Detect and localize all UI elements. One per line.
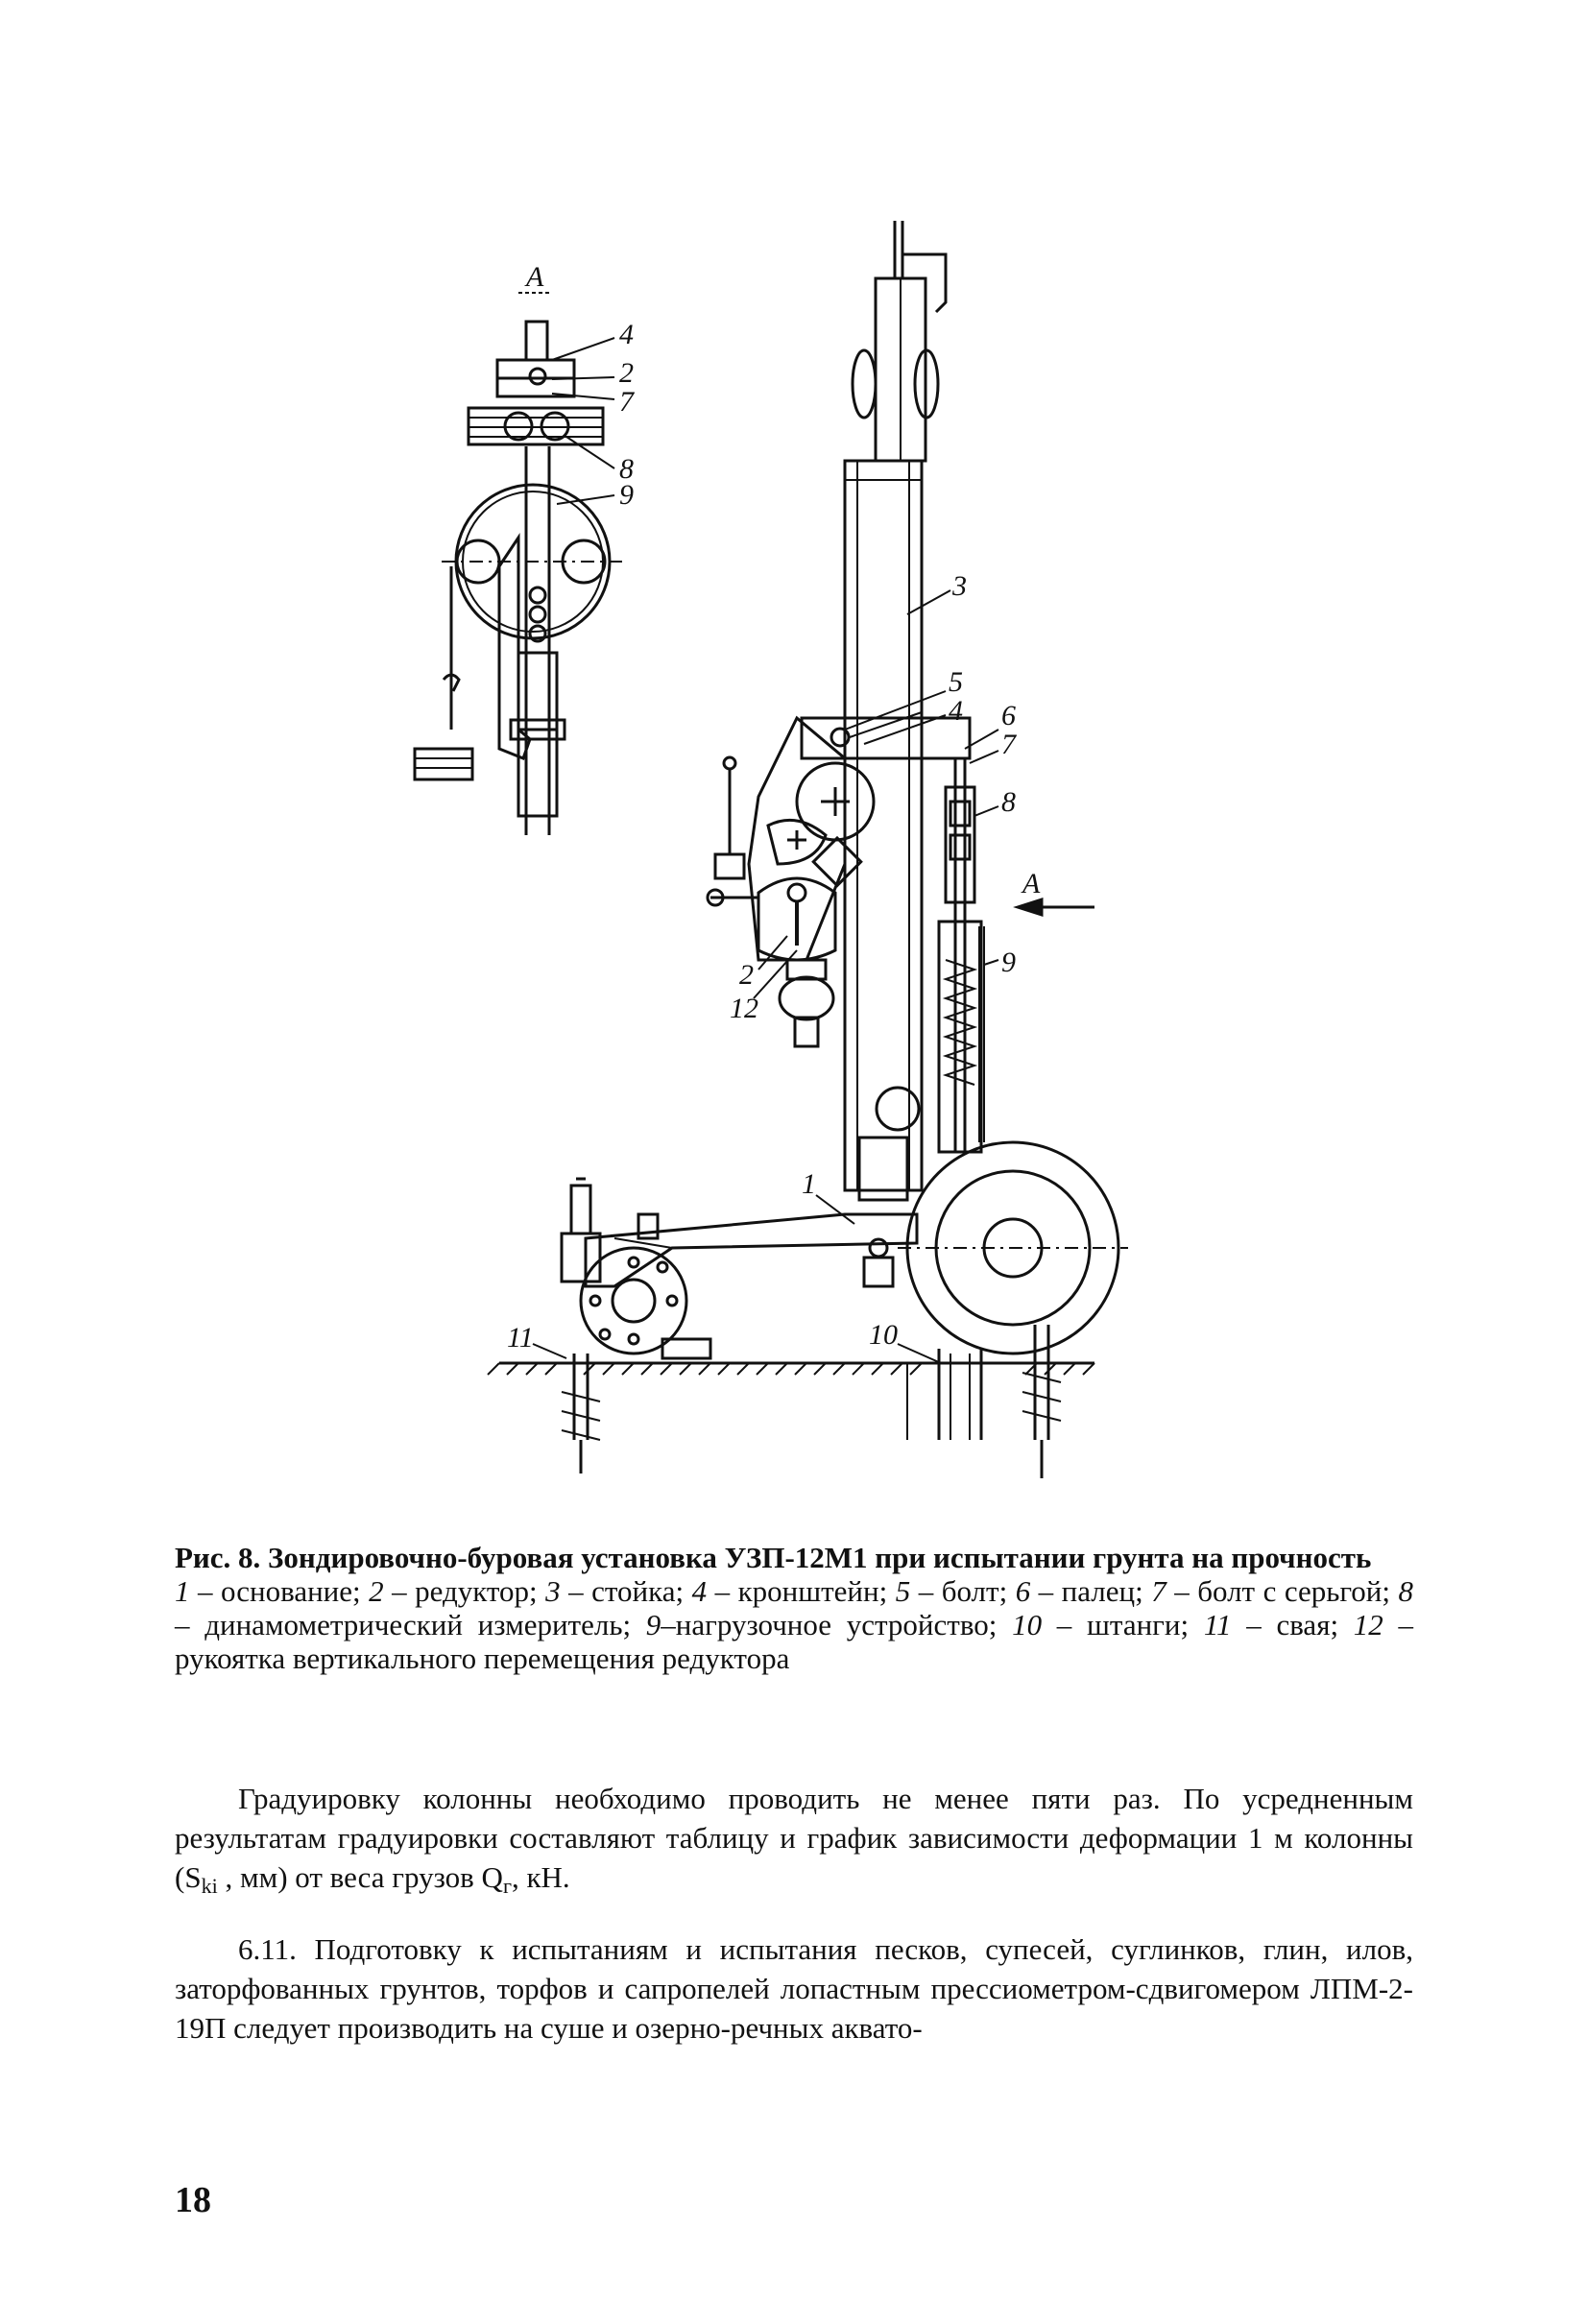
label-main-6: 6 [1001,700,1016,731]
label-side-4: 4 [619,319,634,350]
caption-legend [175,1574,1413,1675]
paragraph-6-11: 6.11. Подготовку к испытаниям и испытания песков, супесей, суглинков, глин, илов, заторфованных грунтов, торфов и сапропелей лопастным прессиометром-сдвигомером ЛПМ-2-19П следует производить на суше и озерно-речных аквато- [175,1932,1413,2045]
para1-text-a: Градуировку колонны необходимо проводить не менее пяти раз. По усредненным результатам градуировки составляют таблицу и график зависимости деформации 1 м колонны (S [175,1782,1413,1894]
caption-title: Рис. 8. Зондировочно-буровая установка УЗП-12М1 при испытании грунта на прочность [175,1541,1372,1574]
view-label-a: А [526,261,544,293]
legend-num: 3 [545,1574,561,1608]
label-main-4: 4 [949,695,963,727]
legend-num: 11 [1203,1608,1232,1641]
para1-subscript-g: г [502,1874,512,1898]
legend-text: – редуктор; [383,1574,546,1608]
legend-num: 4 [691,1574,708,1608]
label-side-9: 9 [619,479,634,511]
label-main-7: 7 [1001,729,1016,760]
legend-text: – болт с серьгой; [1166,1574,1399,1608]
legend-text: – основание; [189,1574,370,1608]
legend-text: – палец; [1030,1574,1152,1608]
para1-text-b: , мм) от веса грузов Q [217,1860,503,1894]
para1-subscript-ki: ki [201,1874,218,1898]
legend-num: 10 [1012,1608,1043,1641]
legend-text: – динамометрический измеритель; [175,1608,646,1641]
label-main-5: 5 [949,666,963,698]
legend-num: 6 [1015,1574,1031,1608]
label-main-1: 1 [802,1168,816,1200]
label-main-11: 11 [507,1322,534,1354]
para1-text-c: , кН. [511,1860,570,1894]
legend-num: 9 [645,1608,661,1641]
legend-num: 1 [175,1574,190,1608]
legend-text: – рукоятка вертикального перемещения редуктора [175,1608,1413,1675]
legend-text: – стойка; [560,1574,692,1608]
legend-num: 12 [1353,1608,1383,1641]
arrow-label-a: А [1022,868,1041,899]
label-main-2: 2 [739,959,754,991]
legend-num: 7 [1151,1574,1166,1608]
legend-num: 8 [1398,1574,1414,1608]
legend-text: – штанги; [1042,1608,1204,1641]
legend-text: – свая; [1231,1608,1354,1641]
label-main-10: 10 [869,1319,898,1351]
label-side-2: 2 [619,357,634,389]
label-main-12: 12 [730,993,758,1024]
label-main-9: 9 [1001,946,1016,978]
label-side-8: 8 [619,453,634,485]
page-number: 18 [175,2180,211,2220]
figure-caption [175,1541,1413,1675]
side-view-a [415,261,636,835]
legend-text: – кронштейн; [707,1574,896,1608]
legend-text: – болт; [910,1574,1016,1608]
label-side-7: 7 [619,386,634,418]
paragraph-calibration [175,1779,1413,1905]
label-main-3: 3 [952,570,967,602]
legend-num: 5 [895,1574,911,1608]
legend-text: –нагрузочное устройство; [661,1608,1013,1641]
legend-num: 2 [369,1574,384,1608]
label-main-8: 8 [1001,786,1016,818]
